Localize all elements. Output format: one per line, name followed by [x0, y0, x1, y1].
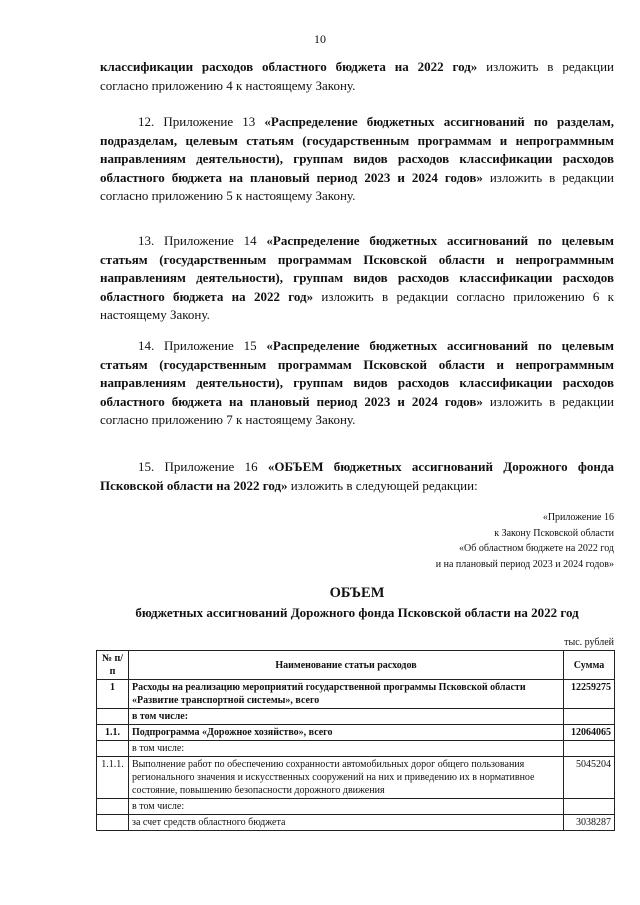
- row-num: 1.1.1.: [97, 757, 129, 799]
- row-name: в том числе:: [129, 741, 564, 757]
- paragraph-text: изложить в редакции согласно приложению 7 к настоящему Закону.: [100, 393, 614, 428]
- row-name: Расходы на реализацию мероприятий государственной программы Псковской области «Развитие транспортной системы», всего: [129, 680, 564, 709]
- header-sum: Сумма: [564, 651, 615, 680]
- paragraph-14: [100, 337, 614, 430]
- table-header-row: [97, 651, 615, 680]
- row-num: 1: [97, 680, 129, 709]
- paragraph-bold: «Распределение бюджетных ассигнований по разделам, подразделам, целевым статьям (государственным программам и непрограммным направлениям деятельности), группам видов расходов классификации расходов областного бюджета на плановый период 2023 и 2024 годов»: [100, 114, 614, 185]
- table-row: [97, 757, 615, 799]
- paragraph-11-end: [100, 58, 614, 95]
- paragraph-lead: 15. Приложение 16: [138, 459, 268, 474]
- appendix-note-line: «Приложение 16: [542, 512, 614, 523]
- row-name: Выполнение работ по обеспечению сохранности автомобильных дорог общего пользования регионального значения и искусственных сооружений на них и приведению их в нормативное состояние, повышению безопасности дорожного движения: [129, 757, 564, 799]
- row-sum: 3038287: [564, 815, 615, 831]
- row-num: [97, 741, 129, 757]
- row-num: 1.1.: [97, 725, 129, 741]
- table-row: [97, 741, 615, 757]
- table-row: [97, 815, 615, 831]
- paragraph-text: изложить в редакции согласно приложению 5 к настоящему Закону.: [100, 169, 614, 204]
- budget-table: [96, 650, 615, 831]
- paragraph-text: изложить в редакции согласно приложению 4 к настоящему Закону.: [100, 59, 614, 93]
- table-title-sub: бюджетных ассигнований Дорожного фонда Псковской области на 2022 год: [135, 605, 579, 620]
- row-sum: [564, 709, 615, 725]
- paragraph-bold: «ОБЪЕМ бюджетных ассигнований Дорожного фонда Псковской области на 2022 год»: [100, 459, 614, 493]
- row-sum: 5045204: [564, 757, 615, 799]
- table-title: [96, 584, 618, 622]
- paragraph-12: [100, 113, 614, 206]
- appendix-note-line: к Закону Псковской области: [494, 527, 614, 539]
- paragraph-text: изложить в редакции согласно приложению 6 к настоящему Закону.: [100, 288, 614, 323]
- page-number: 10: [314, 32, 326, 46]
- row-sum: [564, 799, 615, 815]
- row-sum: [564, 741, 615, 757]
- paragraph-bold: «Распределение бюджетных ассигнований по целевым статьям (государственным программам Псковской области и непрограммным направлениям деятельности), группам видов расходов классификации расходов областного бюджета на плановый период 2023 и 2024 годов»: [100, 338, 614, 409]
- table-row: [97, 799, 615, 815]
- row-name: в том числе:: [129, 709, 564, 725]
- table-row: [97, 725, 615, 741]
- table-row: [97, 709, 615, 725]
- paragraph-text: изложить в следующей редакции:: [287, 477, 478, 493]
- appendix-note: [364, 510, 614, 572]
- units-label: тыс. рублей: [564, 637, 614, 648]
- paragraph-lead: 13. Приложение 14: [138, 233, 267, 248]
- row-num: [97, 815, 129, 831]
- paragraph-bold: «Распределение бюджетных ассигнований по целевым статьям (государственным программам Псковской области и непрограммным направлениям деятельности), группам видов расходов классификации расходов областного бюджета на 2022 год»: [100, 233, 614, 304]
- table-row: [97, 680, 615, 709]
- paragraph-bold: классификации расходов областного бюджета на 2022 год»: [100, 59, 478, 74]
- appendix-note-line: и на плановый период 2023 и 2024 годов»: [435, 558, 614, 570]
- paragraph-lead: 12. Приложение 13: [138, 114, 265, 129]
- table-title-main: ОБЪЕМ: [329, 585, 385, 601]
- row-name: Подпрограмма «Дорожное хозяйство», всего: [129, 725, 564, 741]
- row-sum: 12259275: [564, 680, 615, 709]
- paragraph-13: [100, 232, 614, 325]
- row-sum: 12064065: [564, 725, 615, 741]
- header-name: Наименование статьи расходов: [129, 651, 564, 680]
- row-num: [97, 709, 129, 725]
- paragraph-lead: 14. Приложение 15: [138, 338, 267, 353]
- appendix-note-line: «Об областном бюджете на 2022 год: [459, 543, 614, 554]
- paragraph-15: [100, 458, 614, 495]
- row-num: [97, 799, 129, 815]
- row-name: за счет средств областного бюджета: [129, 815, 564, 831]
- row-name: в том числе:: [129, 799, 564, 815]
- header-num: № п/п: [97, 651, 129, 680]
